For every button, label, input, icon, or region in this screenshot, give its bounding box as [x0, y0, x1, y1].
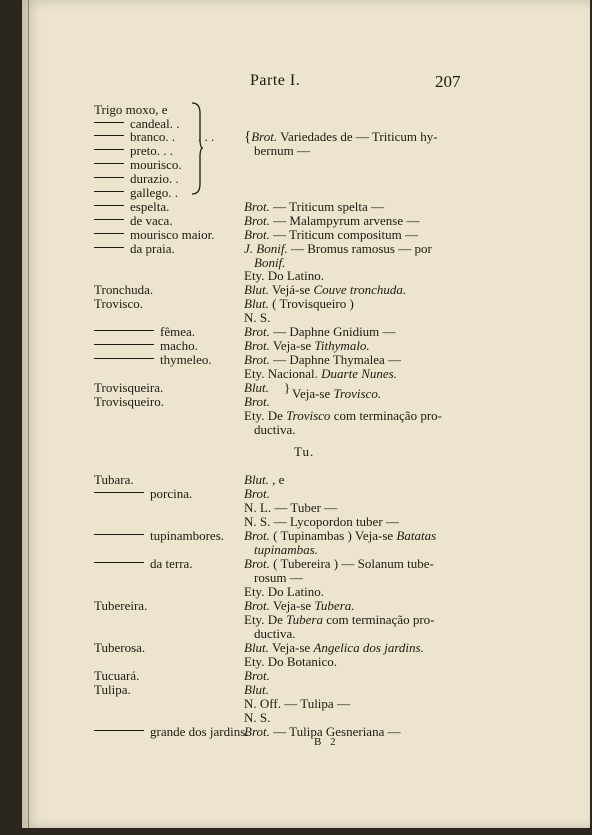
entry-term: Tulipa. — [94, 682, 131, 697]
entry-row: Tubereira. Brot. Veja-se Tubera. — [94, 598, 355, 613]
entry-row: thymeleo. Brot. — Daphne Thymalea — — [22, 352, 590, 368]
entry-term: da terra. — [150, 556, 193, 571]
entry-row: macho. Brot. Veja-se Tithymalo. — [22, 338, 590, 354]
entry-term: Tuberosa. — [94, 640, 146, 655]
entry-term: Tubara. — [94, 472, 134, 487]
book-page — [22, 0, 590, 828]
entry-row: fêmea. Brot. — Daphne Gnidium — — [22, 324, 590, 340]
entry-row: Tubara. Blut. , e — [94, 472, 285, 487]
page-number: 207 — [435, 72, 461, 91]
entry-term: Trovisqueiro. — [94, 394, 164, 409]
entry-row: da terra. Brot. ( Tubereira ) — Solanum tube- — [22, 556, 590, 572]
entry-term: fêmea. — [160, 324, 196, 339]
entry-term: Tucuará. — [94, 668, 140, 683]
entry-term: Trigo moxo, e — [94, 102, 168, 117]
page-header — [22, 72, 590, 96]
entry-term: mourisco. — [130, 157, 182, 172]
entry-term: candeal. . — [130, 116, 180, 131]
entry-row: Ety. Nacional. Duarte Nunes. — [244, 366, 397, 381]
entry-row: N. L. — Tuber — — [244, 500, 338, 515]
entry-row: Tulipa. Blut. — [94, 682, 269, 697]
entry-term: gallego. . — [130, 185, 179, 200]
entry-row: tupinambas. — [254, 542, 318, 557]
leader-dots: . . . — [198, 129, 215, 144]
entry-row: Ety. Do Botanico. — [244, 654, 338, 669]
entry-term: branco. . — [130, 129, 176, 144]
entry-row: ductiva. — [254, 626, 296, 641]
section-heading: Tu. — [294, 444, 315, 459]
entry-row: porcina. Brot. — [22, 486, 590, 502]
entry-term: Tronchuda. — [94, 282, 154, 297]
entry-term: mourisco maior. — [130, 227, 215, 242]
entry-row: grande dos jardins. Brot. — Tulipa Gesneriana — — [22, 724, 590, 740]
entry-row: Trovisqueiro. Brot. — [94, 394, 270, 409]
entry-row: Tucuará. Brot. — [94, 668, 270, 683]
entry-term: Tubereira. — [94, 598, 148, 613]
entry-row: Tronchuda. Blut. Vejá-se Couve tronchuda. — [94, 282, 407, 297]
entry-row: Trovisqueira. Blut. } Veja-se Trovisco. — [94, 380, 382, 401]
entry-row: N. Off. — Tulipa — — [244, 696, 350, 711]
entry-term: espelta. — [130, 199, 170, 214]
entry-row: tupinambores. Brot. ( Tupinambas ) Veja-se Batatas — [22, 528, 590, 544]
signature-mark: B 2 — [314, 736, 339, 748]
entry-row: Ety. Do Latino. — [244, 584, 325, 599]
entry-note: N. S. — [244, 310, 271, 325]
running-title: Parte I. — [250, 72, 301, 89]
entry-row: espelta. Brot. — Triticum spelta — — [22, 199, 590, 215]
entry-gloss: {Brot. Variedades de — Triticum hy- — [244, 129, 438, 145]
entry-term: macho. — [160, 338, 198, 353]
entry-term: durazio. . — [130, 171, 179, 186]
entry-row: N. S. — [244, 710, 271, 725]
entry-term: grande dos jardins. — [150, 724, 249, 739]
etymology: Ety. Do Latino. — [244, 268, 325, 283]
entry-term: thymeleo. — [160, 352, 212, 367]
entry-row: Ety. De Tubera com terminação pro- — [244, 612, 435, 627]
entry-row: Trovisco. Blut. ( Trovisqueiro ) — [94, 296, 354, 311]
entry-row: Ety. De Trovisco com terminação pro- — [244, 408, 442, 423]
entry-term: de vaca. — [130, 213, 173, 228]
entry-gloss-cont: bernum — — [254, 143, 310, 158]
entry-row: rosum — — [254, 570, 303, 585]
entry-row: de vaca. Brot. — Malampyrum arvense — — [22, 213, 590, 229]
entry-term: Trovisqueira. — [94, 380, 164, 395]
entry-row: da praia. J. Bonif. — Bromus ramosus — por — [22, 241, 590, 257]
entry-term: tupinambores. — [150, 528, 225, 543]
entry-row: N. S. — Lycopordon tuber — — [244, 514, 399, 529]
entry-row: mourisco maior. Brot. — Triticum compositum — — [22, 227, 590, 243]
entry-row: ductiva. — [254, 422, 296, 437]
entry-term: Trovisco. — [94, 296, 144, 311]
entry-row: Bonif. — [254, 255, 286, 270]
entry-row: Tuberosa. Blut. Veja-se Angelica dos jardins. — [94, 640, 424, 655]
entry-term: porcina. — [150, 486, 193, 501]
entry-term: da praia. — [130, 241, 175, 256]
entry-term: preto. . . — [130, 143, 173, 158]
